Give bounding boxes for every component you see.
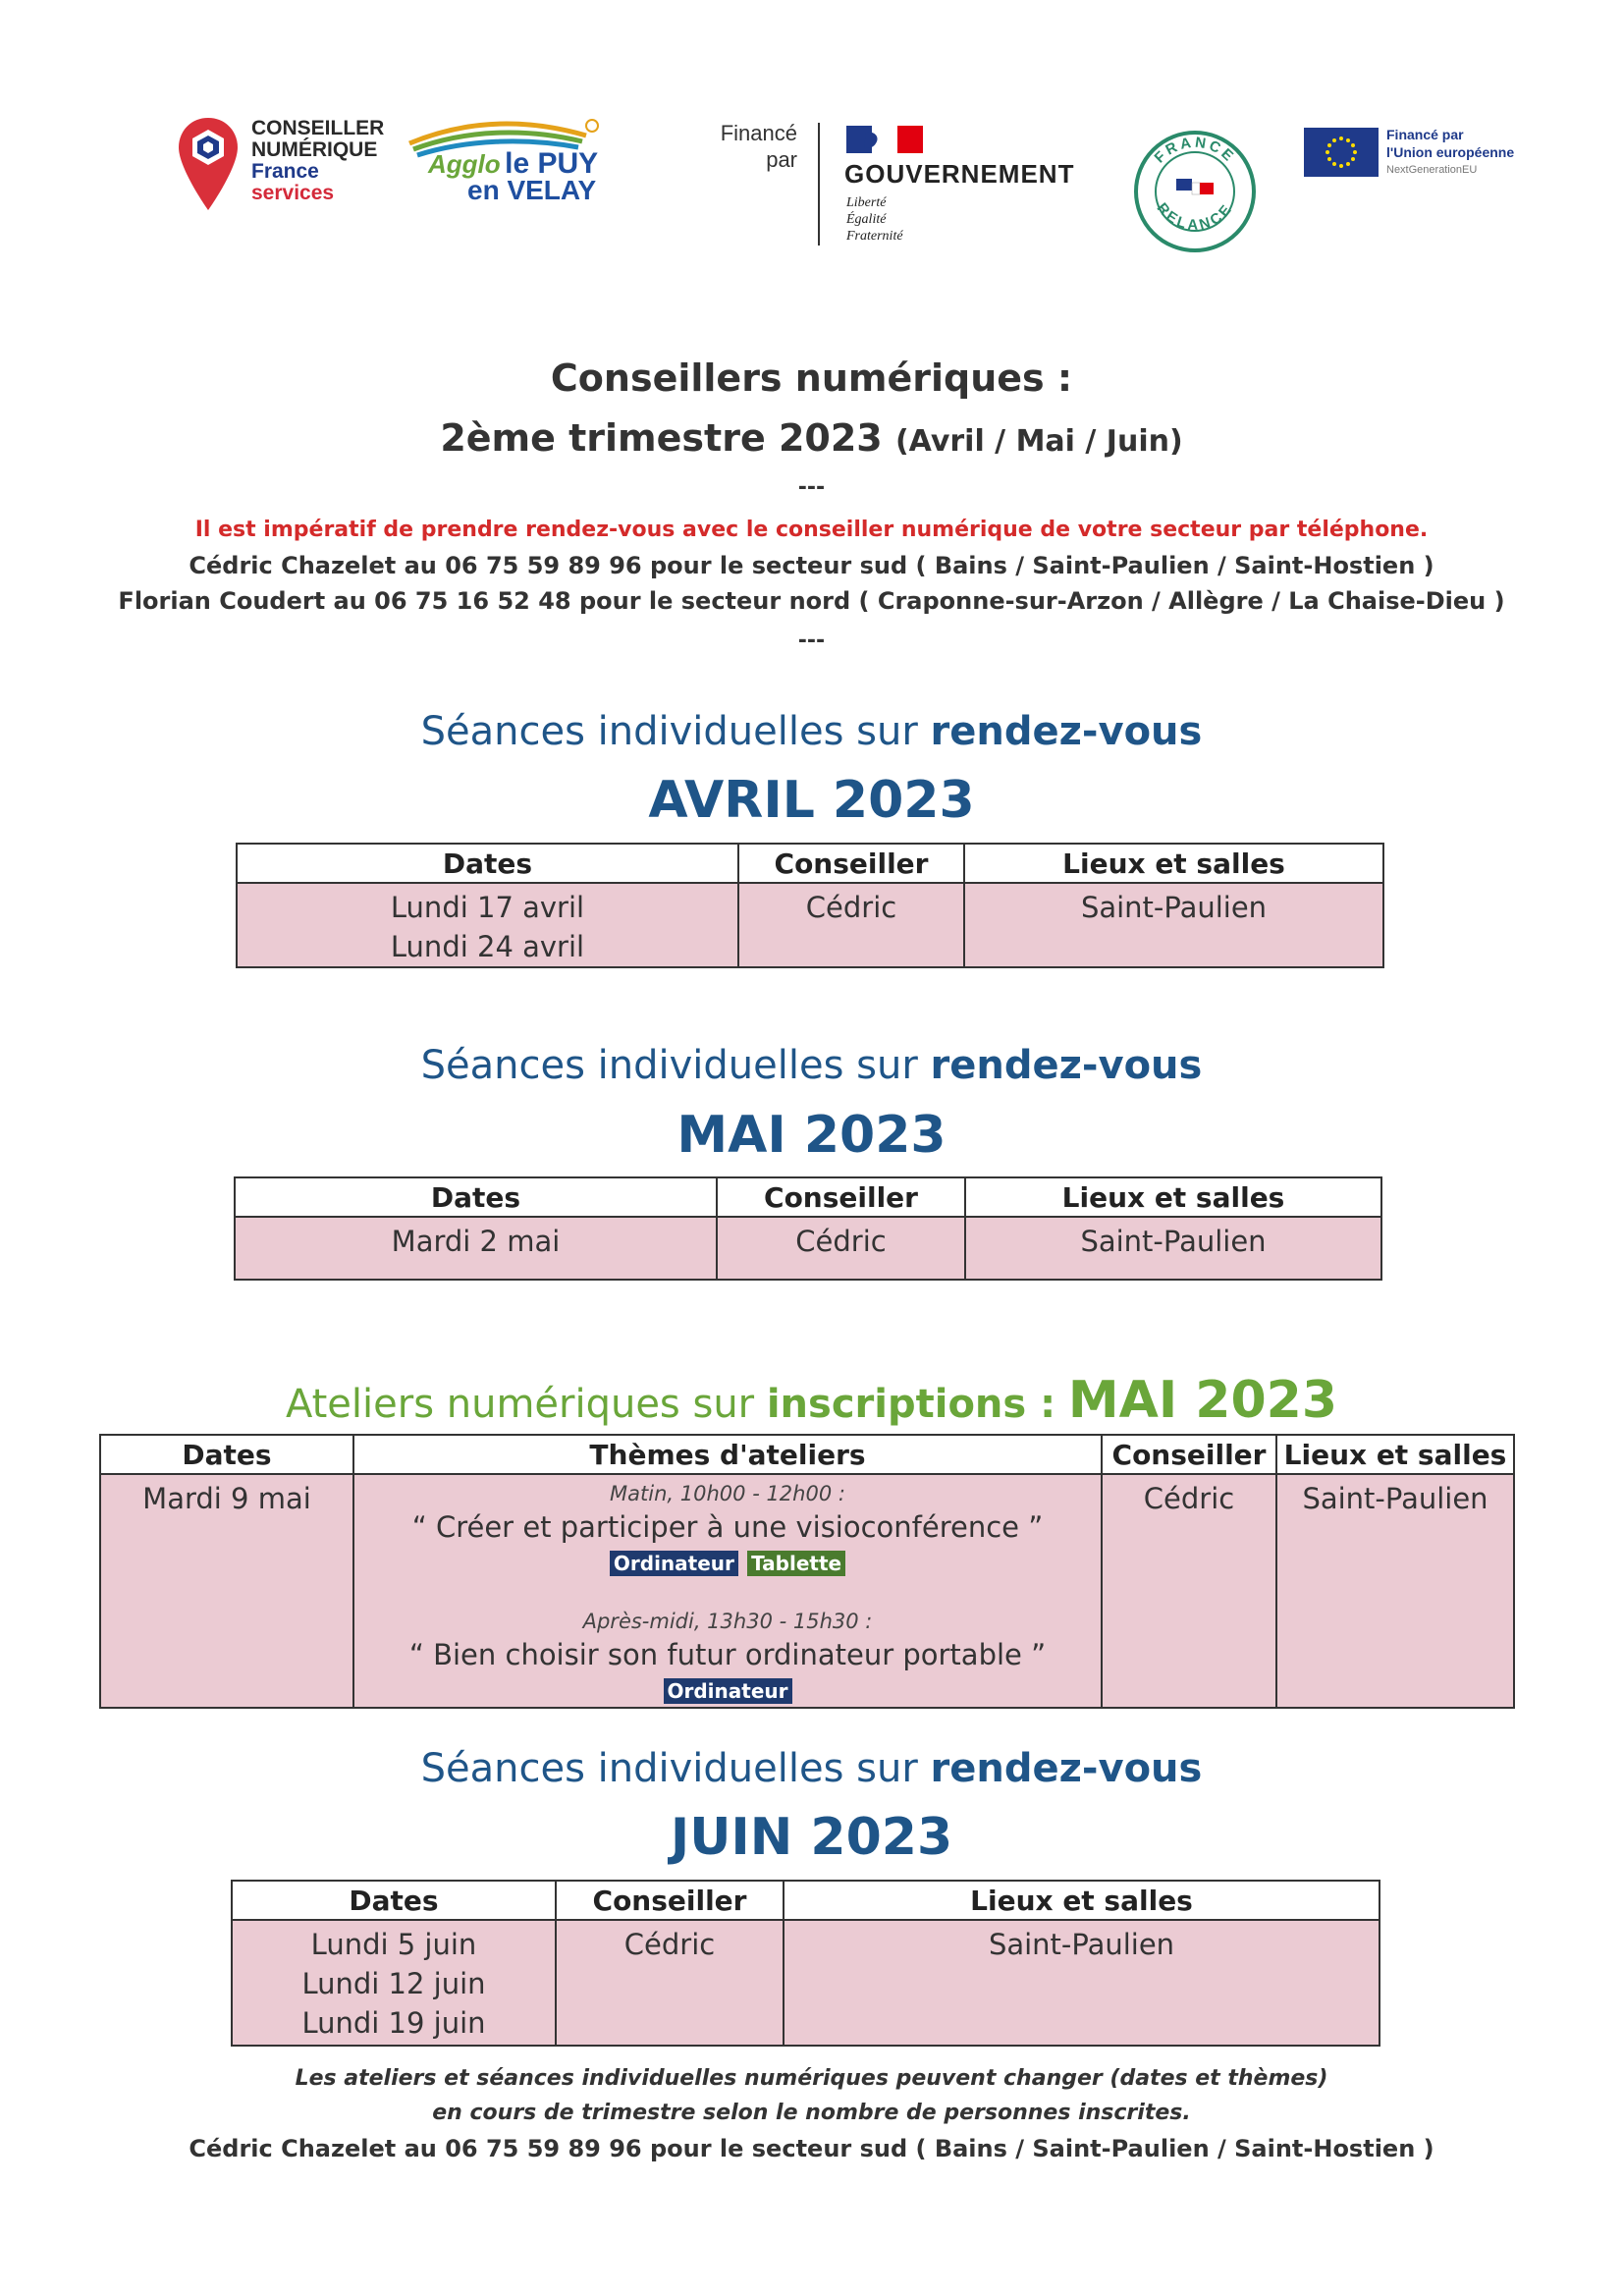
dates-cell: Mardi 2 mai <box>235 1217 717 1280</box>
dates-cell: Mardi 9 mai <box>100 1474 353 1708</box>
table-row <box>237 883 1383 967</box>
section-heading-mai <box>0 1043 1623 1088</box>
dates-cell <box>232 1920 556 2046</box>
footer-contact: Cédric Chazelet au 06 75 59 89 96 pour le secteur sud ( Bains / Saint-Paulien / Saint-Hostien ) <box>189 2135 1434 2162</box>
separator-dashes: --- <box>797 629 826 653</box>
table-row <box>232 1920 1380 2046</box>
table-row <box>100 1474 1514 1708</box>
afternoon-theme: “ Bien choisir son futur ordinateur portable ” <box>408 1638 1047 1671</box>
conseiller-cell: Cédric <box>738 883 964 967</box>
subtitle-months: (Avril / Mai / Juin) <box>894 424 1183 459</box>
date-item: Lundi 19 juin <box>301 2006 486 2040</box>
col-header: Thèmes d'ateliers <box>353 1435 1102 1474</box>
col-header: Lieux et salles <box>784 1881 1380 1920</box>
contact-nord: Florian Coudert au 06 75 16 52 48 pour le secteur nord ( Craponne-sur-Arzon / Allègre / La Chaise-Dieu ) <box>118 587 1505 615</box>
section-heading-avril <box>0 709 1623 754</box>
eu-line: NextGenerationEU <box>1386 164 1478 176</box>
lieu-cell: Saint-Paulien <box>965 1217 1381 1280</box>
tag-ordinateur: Ordinateur <box>610 1551 738 1576</box>
footer-note-1: Les ateliers et séances individuelles numériques peuvent changer (dates et thèmes) <box>295 2066 1328 2091</box>
logo-line: NUMÉRIQUE <box>251 138 378 161</box>
finance-line: par <box>766 147 797 172</box>
col-header: Conseiller <box>556 1881 784 1920</box>
marianne-flag-icon <box>846 126 923 153</box>
logo-line: CONSEILLER <box>251 117 385 139</box>
relance-bottom-text: RELANCE <box>1153 199 1237 234</box>
col-header: Conseiller <box>738 844 964 883</box>
eu-flag-icon <box>1304 128 1379 177</box>
eu-line: Financé par <box>1386 127 1464 142</box>
footer-note-2: en cours de trimestre selon le nombre de personnes inscrites. <box>432 2101 1191 2125</box>
finance-par-label <box>687 120 797 173</box>
conseiller-numerique-logo-icon <box>177 116 240 214</box>
section-heading-ateliers <box>0 1371 1623 1430</box>
col-header: Lieux et salles <box>1276 1435 1514 1474</box>
conseiller-cell: Cédric <box>556 1920 784 2046</box>
relance-top-text: FRANCE <box>1151 134 1239 167</box>
gov-separator <box>818 123 820 246</box>
col-header: Dates <box>237 844 738 883</box>
section-prefix: Séances individuelles sur <box>420 1043 931 1088</box>
date-item: Lundi 24 avril <box>390 930 585 963</box>
ateliers-bold: inscriptions : <box>766 1382 1056 1427</box>
date-item: Lundi 5 juin <box>310 1928 477 1961</box>
section-prefix: Séances individuelles sur <box>420 709 931 754</box>
month-title-avril: AVRIL 2023 <box>648 771 975 830</box>
section-prefix: Séances individuelles sur <box>420 1746 931 1791</box>
appointment-notice: Il est impératif de prendre rendez-vous avec le conseiller numérique de votre secteur par téléphone. <box>194 518 1429 542</box>
page-title: Conseillers numériques : <box>550 356 1073 400</box>
col-header: Lieux et salles <box>964 844 1383 883</box>
table-juin <box>231 1880 1380 2047</box>
ateliers-month: MAI 2023 <box>1067 1371 1338 1430</box>
eu-line: l'Union européenne <box>1386 144 1515 160</box>
date-item: Lundi 12 juin <box>301 1967 486 2000</box>
themes-cell <box>353 1474 1102 1708</box>
separator-dashes: --- <box>797 475 826 500</box>
france-relance-seal-icon <box>1131 128 1259 255</box>
agglo-le-puy-logo <box>428 147 598 206</box>
lieu-cell: Saint-Paulien <box>784 1920 1380 2046</box>
agglo-script: Agglo <box>428 149 501 179</box>
table-ateliers <box>99 1434 1515 1709</box>
table-avril <box>236 843 1384 968</box>
logo-line: France <box>251 160 319 183</box>
section-bold: rendez-vous <box>930 1746 1203 1791</box>
morning-tags <box>354 1544 1101 1577</box>
conseiller-cell: Cédric <box>1102 1474 1276 1708</box>
finance-line: Financé <box>720 121 797 145</box>
motto-line: Fraternité <box>846 229 903 244</box>
section-bold: rendez-vous <box>930 709 1203 754</box>
tag-tablette: Tablette <box>747 1551 845 1576</box>
col-header: Dates <box>232 1881 556 1920</box>
col-header: Conseiller <box>1102 1435 1276 1474</box>
conseiller-cell: Cédric <box>717 1217 965 1280</box>
conseiller-numerique-logo-text <box>251 118 384 204</box>
col-header: Dates <box>235 1177 717 1217</box>
table-mai <box>234 1176 1382 1281</box>
col-header: Dates <box>100 1435 353 1474</box>
subtitle-main: 2ème trimestre 2023 <box>440 416 883 460</box>
month-title-mai: MAI 2023 <box>676 1106 947 1165</box>
lieu-cell: Saint-Paulien <box>1276 1474 1514 1708</box>
contact-sud: Cédric Chazelet au 06 75 59 89 96 pour le secteur sud ( Bains / Saint-Paulien / Saint-Hostien ) <box>189 552 1434 579</box>
section-bold: rendez-vous <box>930 1043 1203 1088</box>
morning-theme: “ Créer et participer à une visioconférence ” <box>411 1510 1044 1544</box>
motto-line: Égalité <box>846 212 887 227</box>
afternoon-tags <box>354 1671 1101 1705</box>
table-row <box>235 1217 1381 1280</box>
col-header: Conseiller <box>717 1177 965 1217</box>
logo-line: services <box>251 182 335 204</box>
dates-cell <box>237 883 738 967</box>
afternoon-time: Après-midi, 13h30 - 15h30 : <box>582 1610 873 1633</box>
tag-ordinateur: Ordinateur <box>664 1678 792 1704</box>
ateliers-prefix: Ateliers numériques sur <box>285 1382 767 1427</box>
motto-line: Liberté <box>846 195 887 210</box>
gouvernement-motto <box>846 194 903 245</box>
morning-time: Matin, 10h00 - 12h00 : <box>610 1482 845 1505</box>
page-subtitle <box>0 416 1623 460</box>
col-header: Lieux et salles <box>965 1177 1381 1217</box>
agglo-le-puy: le PUY <box>505 147 599 180</box>
eu-funding-label <box>1386 126 1514 179</box>
date-item: Lundi 17 avril <box>390 891 585 924</box>
lieu-cell: Saint-Paulien <box>964 883 1383 967</box>
section-heading-juin <box>0 1746 1623 1791</box>
agglo-velay: en VELAY <box>467 175 597 205</box>
gouvernement-title: GOUVERNEMENT <box>844 159 1075 189</box>
month-title-juin: JUIN 2023 <box>670 1808 953 1867</box>
